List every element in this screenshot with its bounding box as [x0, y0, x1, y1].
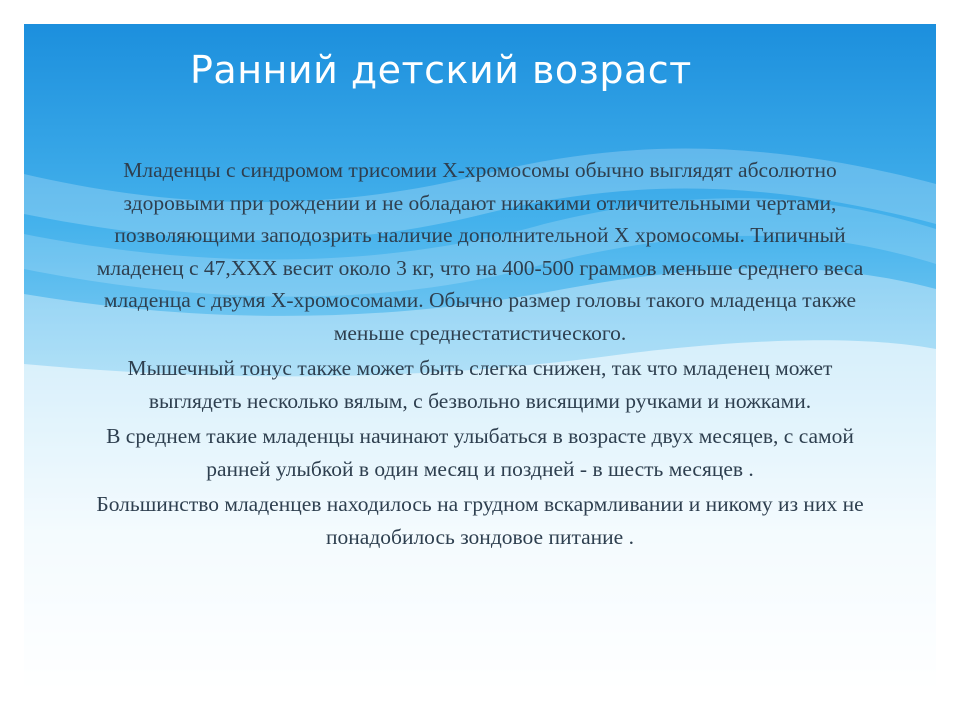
slide-body: [80, 154, 880, 556]
paragraph-2: [80, 352, 880, 417]
paragraph-3: [80, 420, 880, 485]
paragraph-4: [80, 488, 880, 553]
slide-title: Ранний детский возраст: [190, 48, 692, 92]
paragraph-2-text: Мышечный тонус также может быть слегка снижен, так что младенец может выглядеть несколько вялым, с безвольно висящими ручками и ножками.: [127, 356, 833, 413]
paragraph-3-text: В среднем такие младенцы начинают улыбаться в возрасте двух месяцев, с самой ранней улыбкой в один месяц и поздней - в шесть месяцев .: [106, 424, 854, 481]
paragraph-1: [80, 154, 880, 349]
paragraph-1-text: Младенцы с синдромом трисомии Х-хромосомы обычно выглядят абсолютно здоровыми при рождении и не обладают никакими отличительными чертами, позволяющими заподозрить наличие дополнительной Х хромосомы. Типичный младенец с 47,ХХХ весит около 3 кг, что на 400-500 граммов меньше среднего веса младенца с двумя Х-хромосомами. Обычно размер головы такого младенца также меньше среднестатистического.: [96, 158, 864, 345]
paragraph-4-text: Большинство младенцев находилось на грудном вскармливании и никому из них не понадобилось зондовое питание .: [96, 492, 864, 549]
